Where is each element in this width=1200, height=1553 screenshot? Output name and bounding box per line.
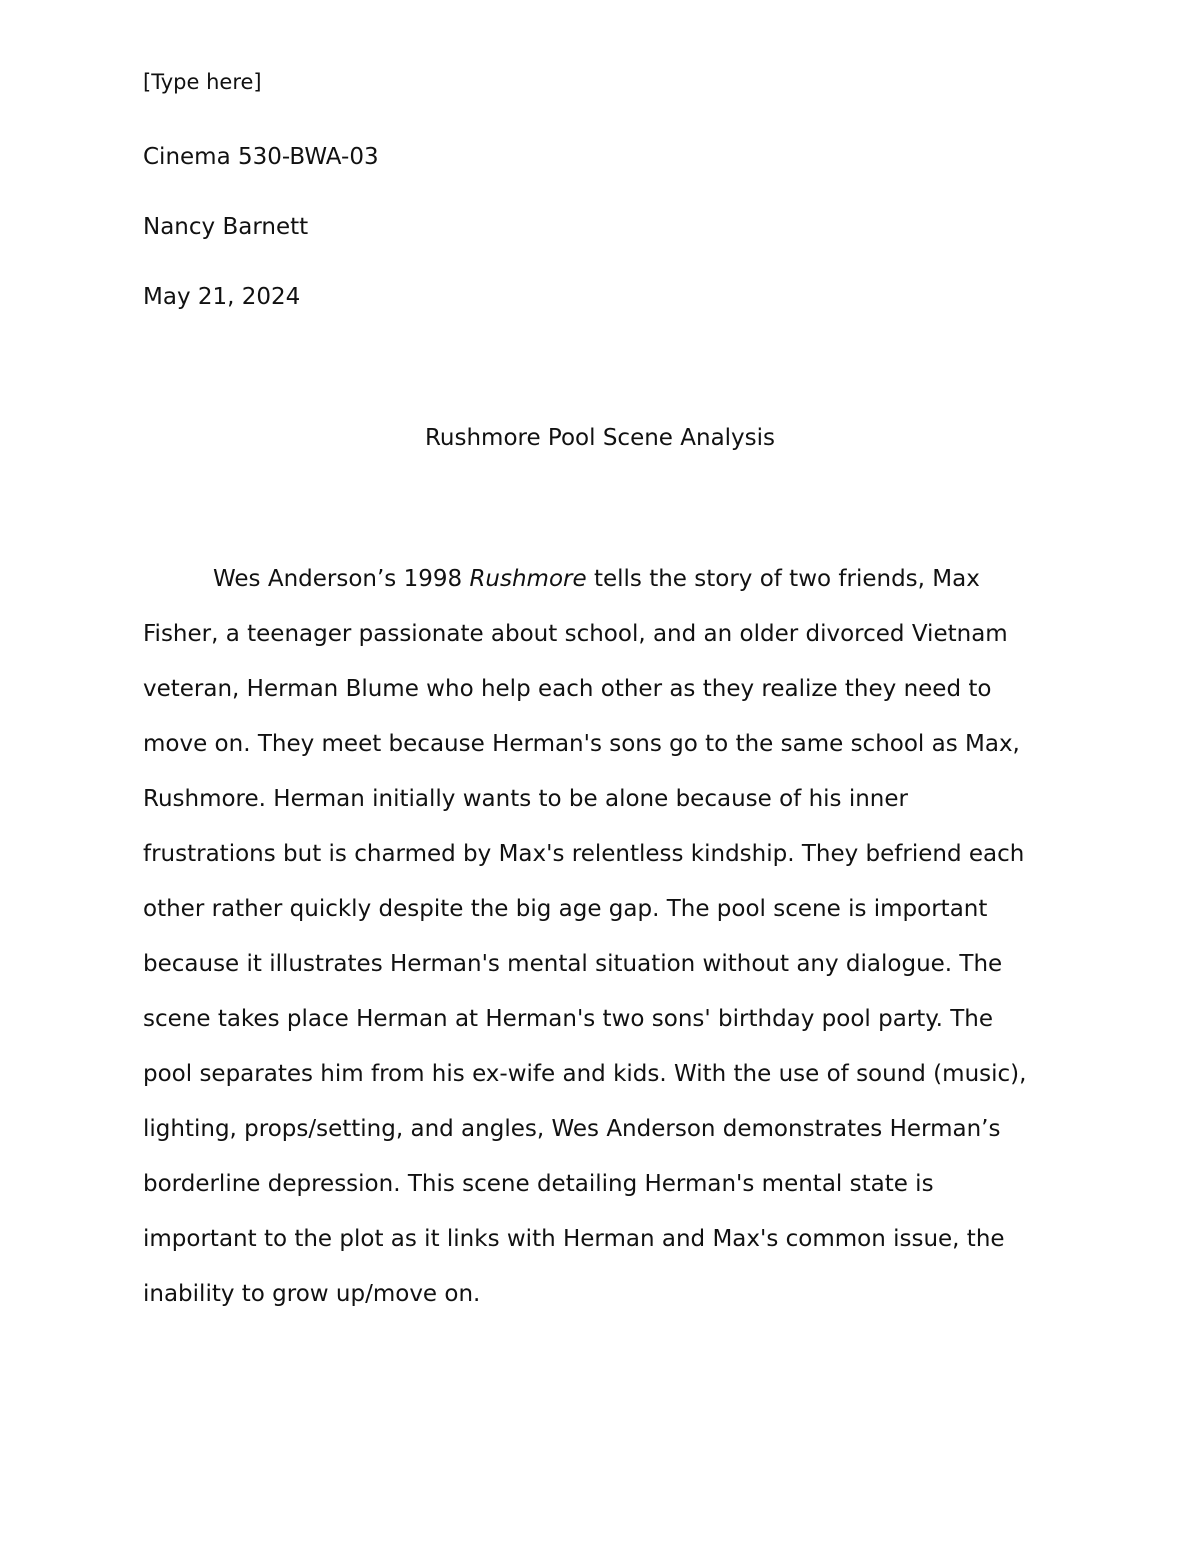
- paragraph-line: veteran, Herman Blume who help each other as they realize they need to: [143, 676, 992, 702]
- paragraph-line: Fisher, a teenager passionate about school, and an older divorced Vietnam: [143, 621, 1008, 647]
- body-paragraph: [143, 565, 1063, 1335]
- header-placeholder[interactable]: [Type here]: [143, 70, 262, 94]
- paragraph-line: important to the plot as it links with Herman and Max's common issue, the: [143, 1226, 1005, 1252]
- paragraph-text: tells the story of two friends, Max: [586, 566, 980, 592]
- paragraph-line: move on. They meet because Herman's sons go to the same school as Max,: [143, 731, 1020, 757]
- paragraph-line: [143, 565, 1063, 620]
- paragraph-line: other rather quickly despite the big age gap. The pool scene is important: [143, 896, 988, 922]
- paragraph-line: borderline depression. This scene detailing Herman's mental state is: [143, 1171, 934, 1197]
- page-title: Rushmore Pool Scene Analysis: [424, 425, 776, 451]
- paragraph-line: inability to grow up/move on.: [143, 1281, 481, 1307]
- film-title-italic: Rushmore: [469, 566, 587, 592]
- paragraph-text: Wes Anderson’s 1998: [213, 566, 470, 592]
- paragraph-line: lighting, props/setting, and angles, Wes Anderson demonstrates Herman’s: [143, 1116, 1001, 1142]
- paragraph-line: because it illustrates Herman's mental situation without any dialogue. The: [143, 951, 1003, 977]
- date-line: May 21, 2024: [143, 284, 301, 310]
- author-line: Nancy Barnett: [143, 214, 309, 240]
- paragraph-line: pool separates him from his ex-wife and kids. With the use of sound (music),: [143, 1061, 1027, 1087]
- paragraph-line: frustrations but is charmed by Max's relentless kindship. They befriend each: [143, 841, 1025, 867]
- course-line: Cinema 530-BWA-03: [143, 144, 379, 170]
- paragraph-line: Rushmore. Herman initially wants to be alone because of his inner: [143, 786, 908, 812]
- paragraph-line: scene takes place Herman at Herman's two sons' birthday pool party. The: [143, 1006, 994, 1032]
